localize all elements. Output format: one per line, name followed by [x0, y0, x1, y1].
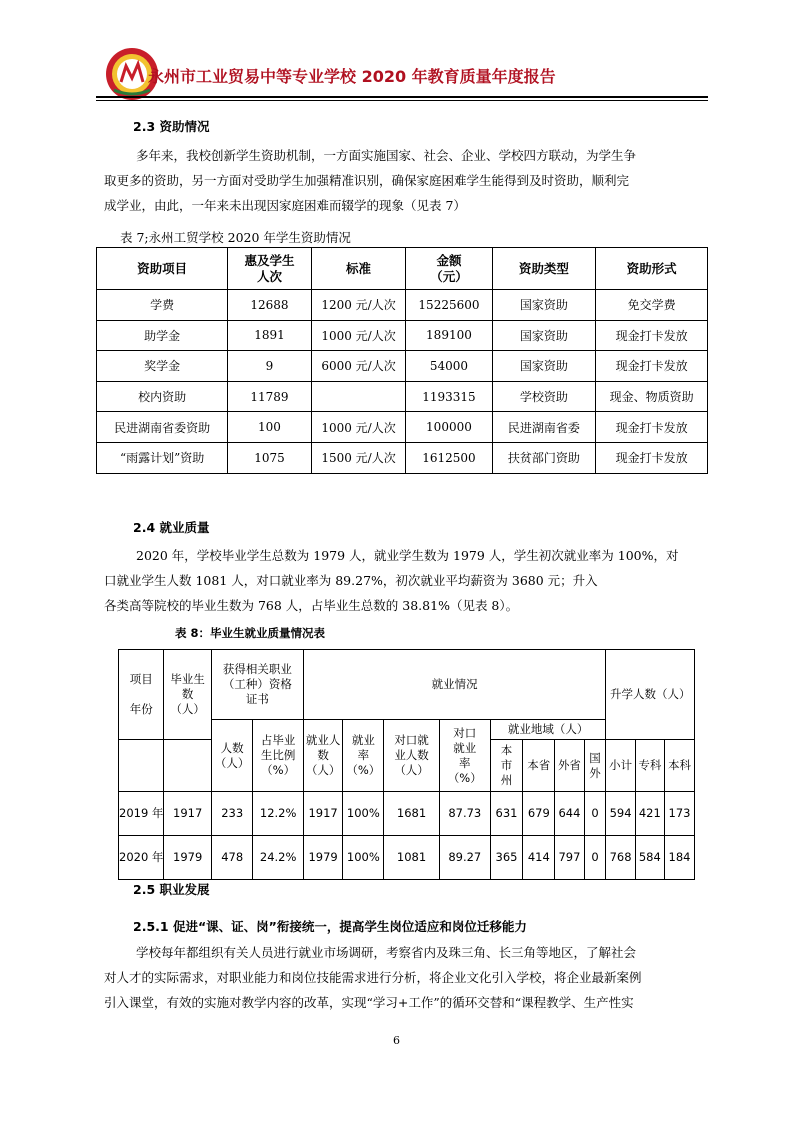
cell: 100 [228, 412, 311, 443]
header-junior-college: 专科 [635, 740, 664, 792]
header-item-year [119, 650, 164, 740]
paragraph-line: 2020 年，学校毕业学生总数为 1979 人，就业学生数为 1979 人，学生初次就业率为 100%，对 [136, 548, 679, 563]
cell: 0 [584, 792, 606, 836]
header-further-study: 升学人数（人） [606, 650, 695, 740]
header-graduates: 毕业生数（人） [164, 650, 212, 740]
table-header-row [97, 248, 708, 290]
cell: 100% [343, 836, 384, 880]
cell: 594 [606, 792, 635, 836]
cell: 国家资助 [492, 290, 596, 321]
cell: 校内资助 [97, 381, 228, 412]
cell: 0 [584, 836, 606, 880]
cell: 100% [343, 792, 384, 836]
paragraph-line: 引入课堂，有效的实施对教学内容的改革，实现“学习+工作”的循环交替和“课程教学、生产性实 [104, 995, 634, 1010]
cell: 87.73 [439, 792, 490, 836]
cell: 89.27 [439, 836, 490, 880]
table-header-row [119, 650, 695, 720]
cell: 2020 年 [119, 836, 164, 880]
cell: 国家资助 [492, 351, 596, 382]
cell: 1979 [303, 836, 343, 880]
cell: 233 [211, 792, 253, 836]
cell: 365 [490, 836, 523, 880]
report-title: 永州市工业贸易中等专业学校 2020 年教育质量年度报告 [148, 67, 556, 86]
cell: 15225600 [406, 290, 492, 321]
header-in-province: 本省 [523, 740, 555, 792]
header-subtotal: 小计 [606, 740, 635, 792]
table-row [97, 442, 708, 473]
col-header: 资助类型 [492, 248, 596, 290]
paragraph-line: 学校每年都组织有关人员进行就业市场调研，考察省内及珠三角、长三角等地区，了解社会 [136, 945, 637, 960]
col-header: 惠及学生 人次 [228, 248, 311, 290]
cell: 12.2% [253, 792, 303, 836]
table-row [119, 836, 695, 880]
header-out-province: 外省 [555, 740, 584, 792]
cell [311, 381, 406, 412]
cell: 584 [635, 836, 664, 880]
table-7-caption: 表 7;永州工贸学校 2020 年学生资助情况 [120, 230, 351, 245]
cell: 现金打卡发放 [596, 442, 708, 473]
table-7-student-aid [96, 247, 708, 474]
cell: 现金打卡发放 [596, 320, 708, 351]
paragraph-line: 各类高等院校的毕业生数为 768 人，占毕业生总数的 38.81%（见表 8）。 [104, 598, 519, 613]
cell: 免交学费 [596, 290, 708, 321]
cell: 2019 年 [119, 792, 164, 836]
header-certificates: 获得相关职业（工种）资格证书 [211, 650, 303, 720]
cell: 奖学金 [97, 351, 228, 382]
cell: 1500 元/人次 [311, 442, 406, 473]
table-row [97, 351, 708, 382]
header-abroad: 国外 [584, 740, 606, 792]
cell: 1612500 [406, 442, 492, 473]
cell: 54000 [406, 351, 492, 382]
cell: 1917 [164, 792, 212, 836]
header-employed-count: 就业人数（人） [303, 720, 343, 792]
header-undergraduate: 本科 [664, 740, 694, 792]
header-employment-rate: 就业率（%） [343, 720, 384, 792]
cell: 421 [635, 792, 664, 836]
cell: 现金打卡发放 [596, 412, 708, 443]
header-matched-rate: 对口就业率（%） [439, 720, 490, 792]
table-row [119, 792, 695, 836]
cell: 184 [664, 836, 694, 880]
header-matched-count: 对口就业人数（人） [384, 720, 440, 792]
header-cert-ratio: 占毕业生比例（%） [253, 720, 303, 792]
cell: 1081 [384, 836, 440, 880]
section-heading-2-4: 2.4 就业质量 [133, 520, 210, 535]
cell: 631 [490, 792, 523, 836]
col-header: 资助形式 [596, 248, 708, 290]
cell: 9 [228, 351, 311, 382]
paragraph-line: 成学业，由此，一年来未出现因家庭困难而辍学的现象（见表 7） [104, 198, 466, 213]
header-local-city: 本市州 [490, 740, 523, 792]
cell: 1000 元/人次 [311, 412, 406, 443]
cell: 24.2% [253, 836, 303, 880]
table-8-caption: 表 8：毕业生就业质量情况表 [175, 626, 326, 640]
cell: 11789 [228, 381, 311, 412]
cell: 1075 [228, 442, 311, 473]
table-8-employment-quality [118, 649, 695, 880]
paragraph-line: 口就业学生人数 1081 人，对口就业率为 89.27%，初次就业平均薪资为 3680 元；升入 [104, 573, 598, 588]
section-heading-2-5: 2.5 职业发展 [133, 882, 210, 897]
cell: 现金打卡发放 [596, 351, 708, 382]
header-rule [96, 96, 708, 98]
paragraph-line: 取更多的资助，另一方面对受助学生加强精准识别，确保家庭困难学生能得到及时资助，顺利完 [104, 173, 630, 188]
cell: 173 [664, 792, 694, 836]
cell: 679 [523, 792, 555, 836]
table-row [97, 381, 708, 412]
paragraph-line: 对人才的实际需求，对职业能力和岗位技能需求进行分析，将企业文化引入学校，将企业最新案例 [104, 970, 642, 985]
cell: 学费 [97, 290, 228, 321]
header-cert-count: 人数（人） [211, 720, 253, 792]
cell: 扶贫部门资助 [492, 442, 596, 473]
table-row [97, 290, 708, 321]
cell: “雨露计划”资助 [97, 442, 228, 473]
cell: 现金、物质资助 [596, 381, 708, 412]
cell: 189100 [406, 320, 492, 351]
header-grads-spacer [164, 740, 212, 792]
cell: 100000 [406, 412, 492, 443]
header-item: 项目 [129, 672, 153, 686]
cell: 1681 [384, 792, 440, 836]
cell: 助学金 [97, 320, 228, 351]
cell: 学校资助 [492, 381, 596, 412]
cell: 644 [555, 792, 584, 836]
cell: 1891 [228, 320, 311, 351]
cell: 12688 [228, 290, 311, 321]
paragraph-line: 多年来，我校创新学生资助机制，一方面实施国家、社会、企业、学校四方联动，为学生争 [136, 148, 637, 163]
cell: 6000 元/人次 [311, 351, 406, 382]
col-header: 标准 [311, 248, 406, 290]
header-employment: 就业情况 [303, 650, 606, 720]
cell: 414 [523, 836, 555, 880]
cell: 国家资助 [492, 320, 596, 351]
cell: 1979 [164, 836, 212, 880]
page-number: 6 [393, 1034, 400, 1047]
cell: 1193315 [406, 381, 492, 412]
subsection-heading-2-5-1: 2.5.1 促进“课、证、岗”衔接统一，提高学生岗位适应和岗位迁移能力 [133, 919, 527, 934]
cell: 478 [211, 836, 253, 880]
cell: 1200 元/人次 [311, 290, 406, 321]
cell: 1000 元/人次 [311, 320, 406, 351]
col-header: 金额 （元） [406, 248, 492, 290]
header-rule-thin [96, 100, 708, 101]
cell: 797 [555, 836, 584, 880]
cell: 1917 [303, 792, 343, 836]
section-heading-2-3: 2.3 资助情况 [133, 119, 210, 134]
col-header: 资助项目 [97, 248, 228, 290]
cell: 民进湖南省委资助 [97, 412, 228, 443]
header-region: 就业地域（人） [490, 720, 606, 740]
header-item-spacer [119, 740, 164, 792]
header-year: 年份 [129, 702, 153, 716]
cell: 民进湖南省委 [492, 412, 596, 443]
table-row [97, 412, 708, 443]
cell: 768 [606, 836, 635, 880]
table-row [97, 320, 708, 351]
